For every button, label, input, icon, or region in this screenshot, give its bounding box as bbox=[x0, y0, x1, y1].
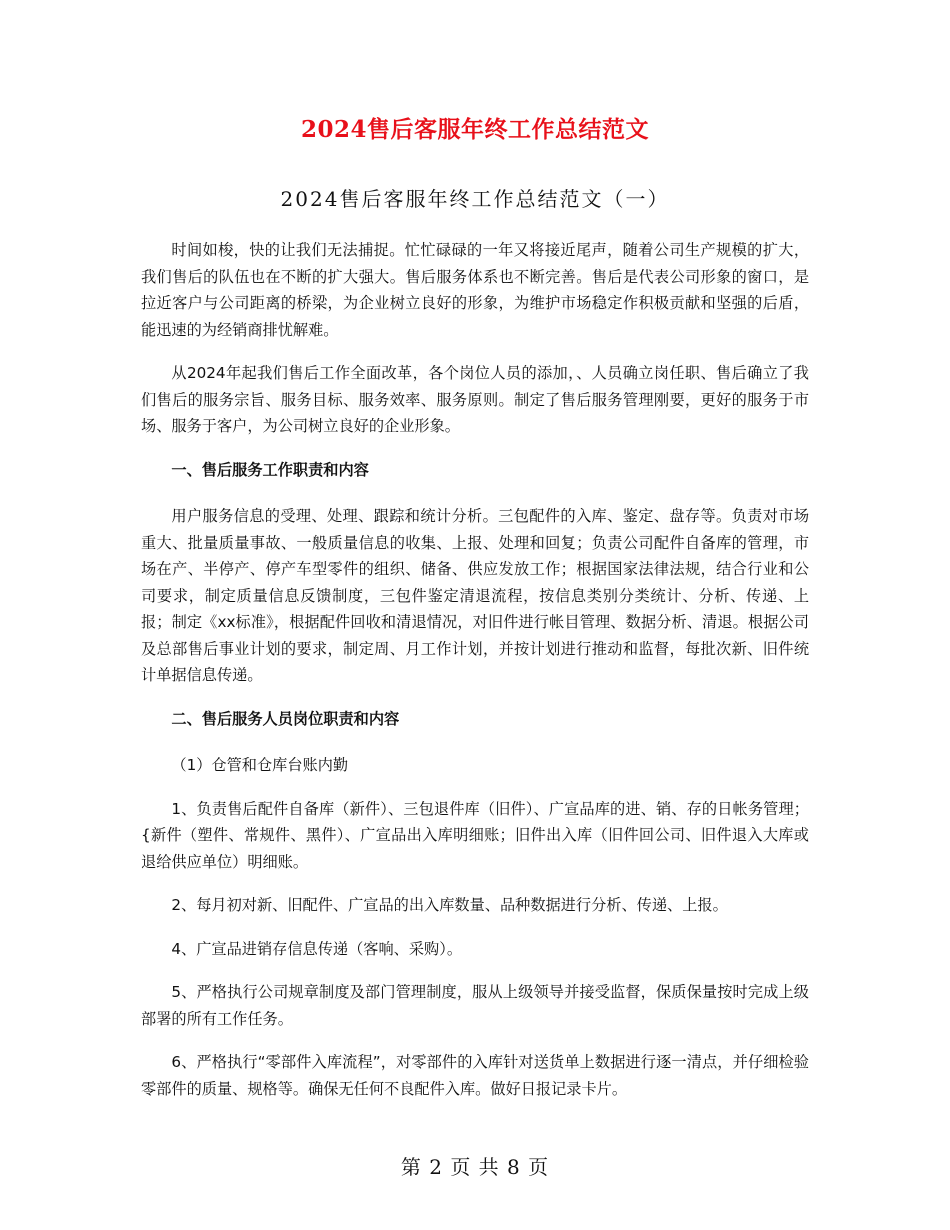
list-item: 6、严格执行“零部件入库流程”，对零部件的入库针对送货单上数据进行逐一清点，并仔细检验零部件的质量、规格等。确保无任何不良配件入库。做好日报记录卡片。 bbox=[141, 1053, 809, 1098]
list-item: 4、广宣品进销存信息传递（客响、采购）。 bbox=[171, 939, 463, 958]
section-heading-staff-duties: 二、售后服务人员岗位职责和内容 bbox=[171, 709, 400, 728]
subsection-heading-warehouse: （1）仓管和仓库台账内勤 bbox=[171, 756, 349, 774]
list-item: 5、严格执行公司规章制度及部门管理制度，服从上级领导并接受监督，保质保量按时完成上级部署的所有工作任务。 bbox=[141, 983, 809, 1028]
document-title: 2024售后客服年终工作总结范文 bbox=[300, 116, 649, 143]
paragraph-reform: 从2024年起我们售后工作全面改革，各个岗位人员的添加，、人员确立岗任职、售后确立了我们售后的服务宗旨、服务目标、服务效率、服务原则。制定了售后服务管理刚要，更好的服务于市场、服务于客户，为公司树立良好的企业形象。 bbox=[141, 364, 809, 435]
paragraph-intro: 时间如梭，快的让我们无法捕捉。忙忙碌碌的一年又将接近尾声，随着公司生产规模的扩大，我们售后的队伍也在不断的扩大强大。售后服务体系也不断完善。售后是代表公司形象的窗口，是拉近客户与公司距离的桥梁，为企业树立良好的形象，为维护市场稳定作积极贡献和坚强的后盾，能迅速的为经销商排忧解难。 bbox=[141, 241, 809, 339]
list-item: 1、负责售后配件自备库（新件）、三包退件库（旧件）、广宣品库的进、销、存的日帐务管理；{新件（塑件、常规件、黑件）、广宣品出入库明细账；旧件出入库（旧件回公司、旧件退入大库或退给供应单位）明细账。 bbox=[141, 799, 809, 871]
document-body bbox=[141, 237, 809, 1119]
page-number: 第 2 页 共 8 页 bbox=[400, 1155, 550, 1179]
list-item: 2、每月初对新、旧配件、广宣品的出入库数量、品种数据进行分析、传递、上报。 bbox=[171, 896, 728, 914]
section-heading-duties: 一、售后服务工作职责和内容 bbox=[171, 460, 369, 479]
document-subtitle: 2024售后客服年终工作总结范文（一） bbox=[280, 187, 670, 211]
paragraph-duties: 用户服务信息的受理、处理、跟踪和统计分析。三包配件的入库、鉴定、盘存等。负责对市场重大、批量质量事故、一般质量信息的收集、上报、处理和回复；负责公司配件自备库的管理，市场在产、半停产、停产车型零件的组织、储备、供应发放工作；根据国家法律法规，结合行业和公司要求，制定质量信息反馈制度，三包件鉴定清退流程，按信息类别分类统计、分析、传递、上报；制定《xx标准》，根据配件回收和清退情况，对旧件进行帐目管理、数据分析、清退。根据公司及总部售后事业计划的要求，制定周、月工作计划，并按计划进行推动和监督，每批次新、旧件统计单据信息传递。 bbox=[141, 507, 809, 684]
